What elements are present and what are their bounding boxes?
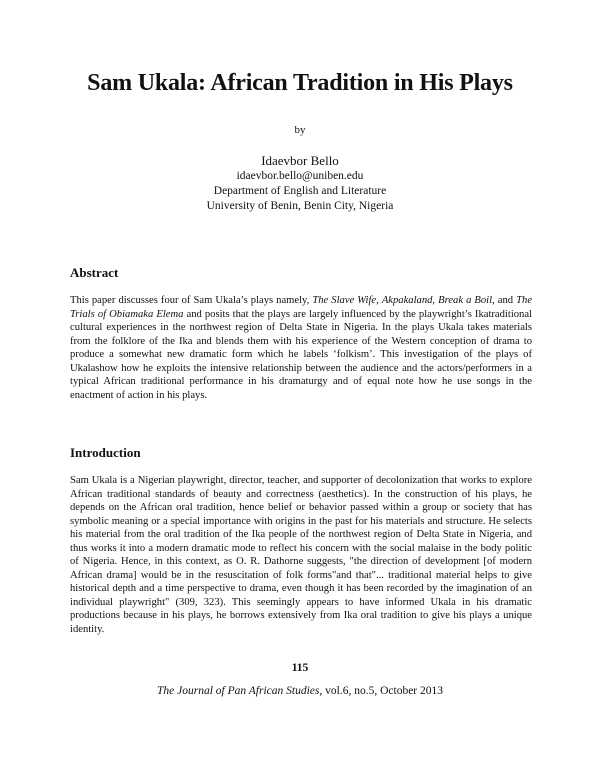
author-email: idaevbor.bello@uniben.edu <box>236 170 364 182</box>
author-block <box>0 152 600 214</box>
abstract-text-2: and posits that the plays are largely influenced by the playwright’s Ikatraditional cultural experiences in the northwest region of Delta State in Nigeria. In the plays Ukala takes materials from the folklore of the Ika and blends them with his experience of the Western conception of drama to produce a somewhat new dramatic form which he labels ‘folkism’. This investigation of the plays of Ukalashow how he exploits the intensive relationship between the audience and the actors/performers in a typical African traditional performance in his dramaturgy and of equal note how he use songs in the enactment of action in his plays. <box>70 308 533 401</box>
abstract-separator: , <box>432 295 439 306</box>
introduction-heading: Introduction <box>70 445 141 460</box>
author-name: Idaevbor Bello <box>261 153 339 168</box>
author-department: Department of English and Literature <box>213 185 387 197</box>
abstract-separator: , <box>376 295 382 306</box>
introduction-paragraph: Sam Ukala is a Nigerian playwright, director, teacher, and supporter of decolonization that works to explore African traditional standards of beauty and correctness (aesthetics). In the construction of his plays, he depends on the African oral tradition, hence belief or behavior passed within a group or society that has symbolic meaning or a special importance with origins in the past for his materials and structure. He selects his material from the oral tradition of the Ika people of the northwest region of Delta State in Nigeria, and thus works it into a modern dramatic mode to reflect his concern with the social malaise in the body politic of Nigeria. Hence, in this context, as O. R. Dathorne suggests, "the direction of development [of modern African drama] would be in the resuscitation of folk forms"and that"... traditional material helps to give historical depth and a time perspective to drama, even though it has been recorded by the imagination of an individual playwright" (309, 323). This seemingly appears to have informed Ukala in his dramatic productions because in his plays, he borrows extensively from Ika oral tradition to give his plays a unique identity. <box>70 475 532 635</box>
play-title-break-a-boil: Break a Boil <box>438 295 493 306</box>
author-institution: University of Benin, Benin City, Nigeria <box>206 200 394 212</box>
paper-title: Sam Ukala: African Tradition in His Plays <box>87 70 513 96</box>
journal-citation <box>0 685 600 697</box>
abstract-separator: , and <box>492 295 517 306</box>
abstract-heading: Abstract <box>70 265 119 280</box>
play-title-trials-of-obiamaka-elema: The Trials of Obiamaka Elema <box>70 295 533 320</box>
play-title-slave-wife: The Slave Wife <box>312 295 377 306</box>
byline: by <box>294 124 306 136</box>
page-number: 115 <box>291 662 309 674</box>
abstract-paragraph <box>70 294 532 402</box>
journal-name: The Journal of Pan African Studies <box>157 685 320 697</box>
journal-details: , vol.6, no.5, October 2013 <box>319 685 443 697</box>
play-title-akpakaland: Akpakaland <box>381 295 433 306</box>
abstract-text-1: This paper discusses four of Sam Ukala’s plays namely, <box>70 295 313 306</box>
